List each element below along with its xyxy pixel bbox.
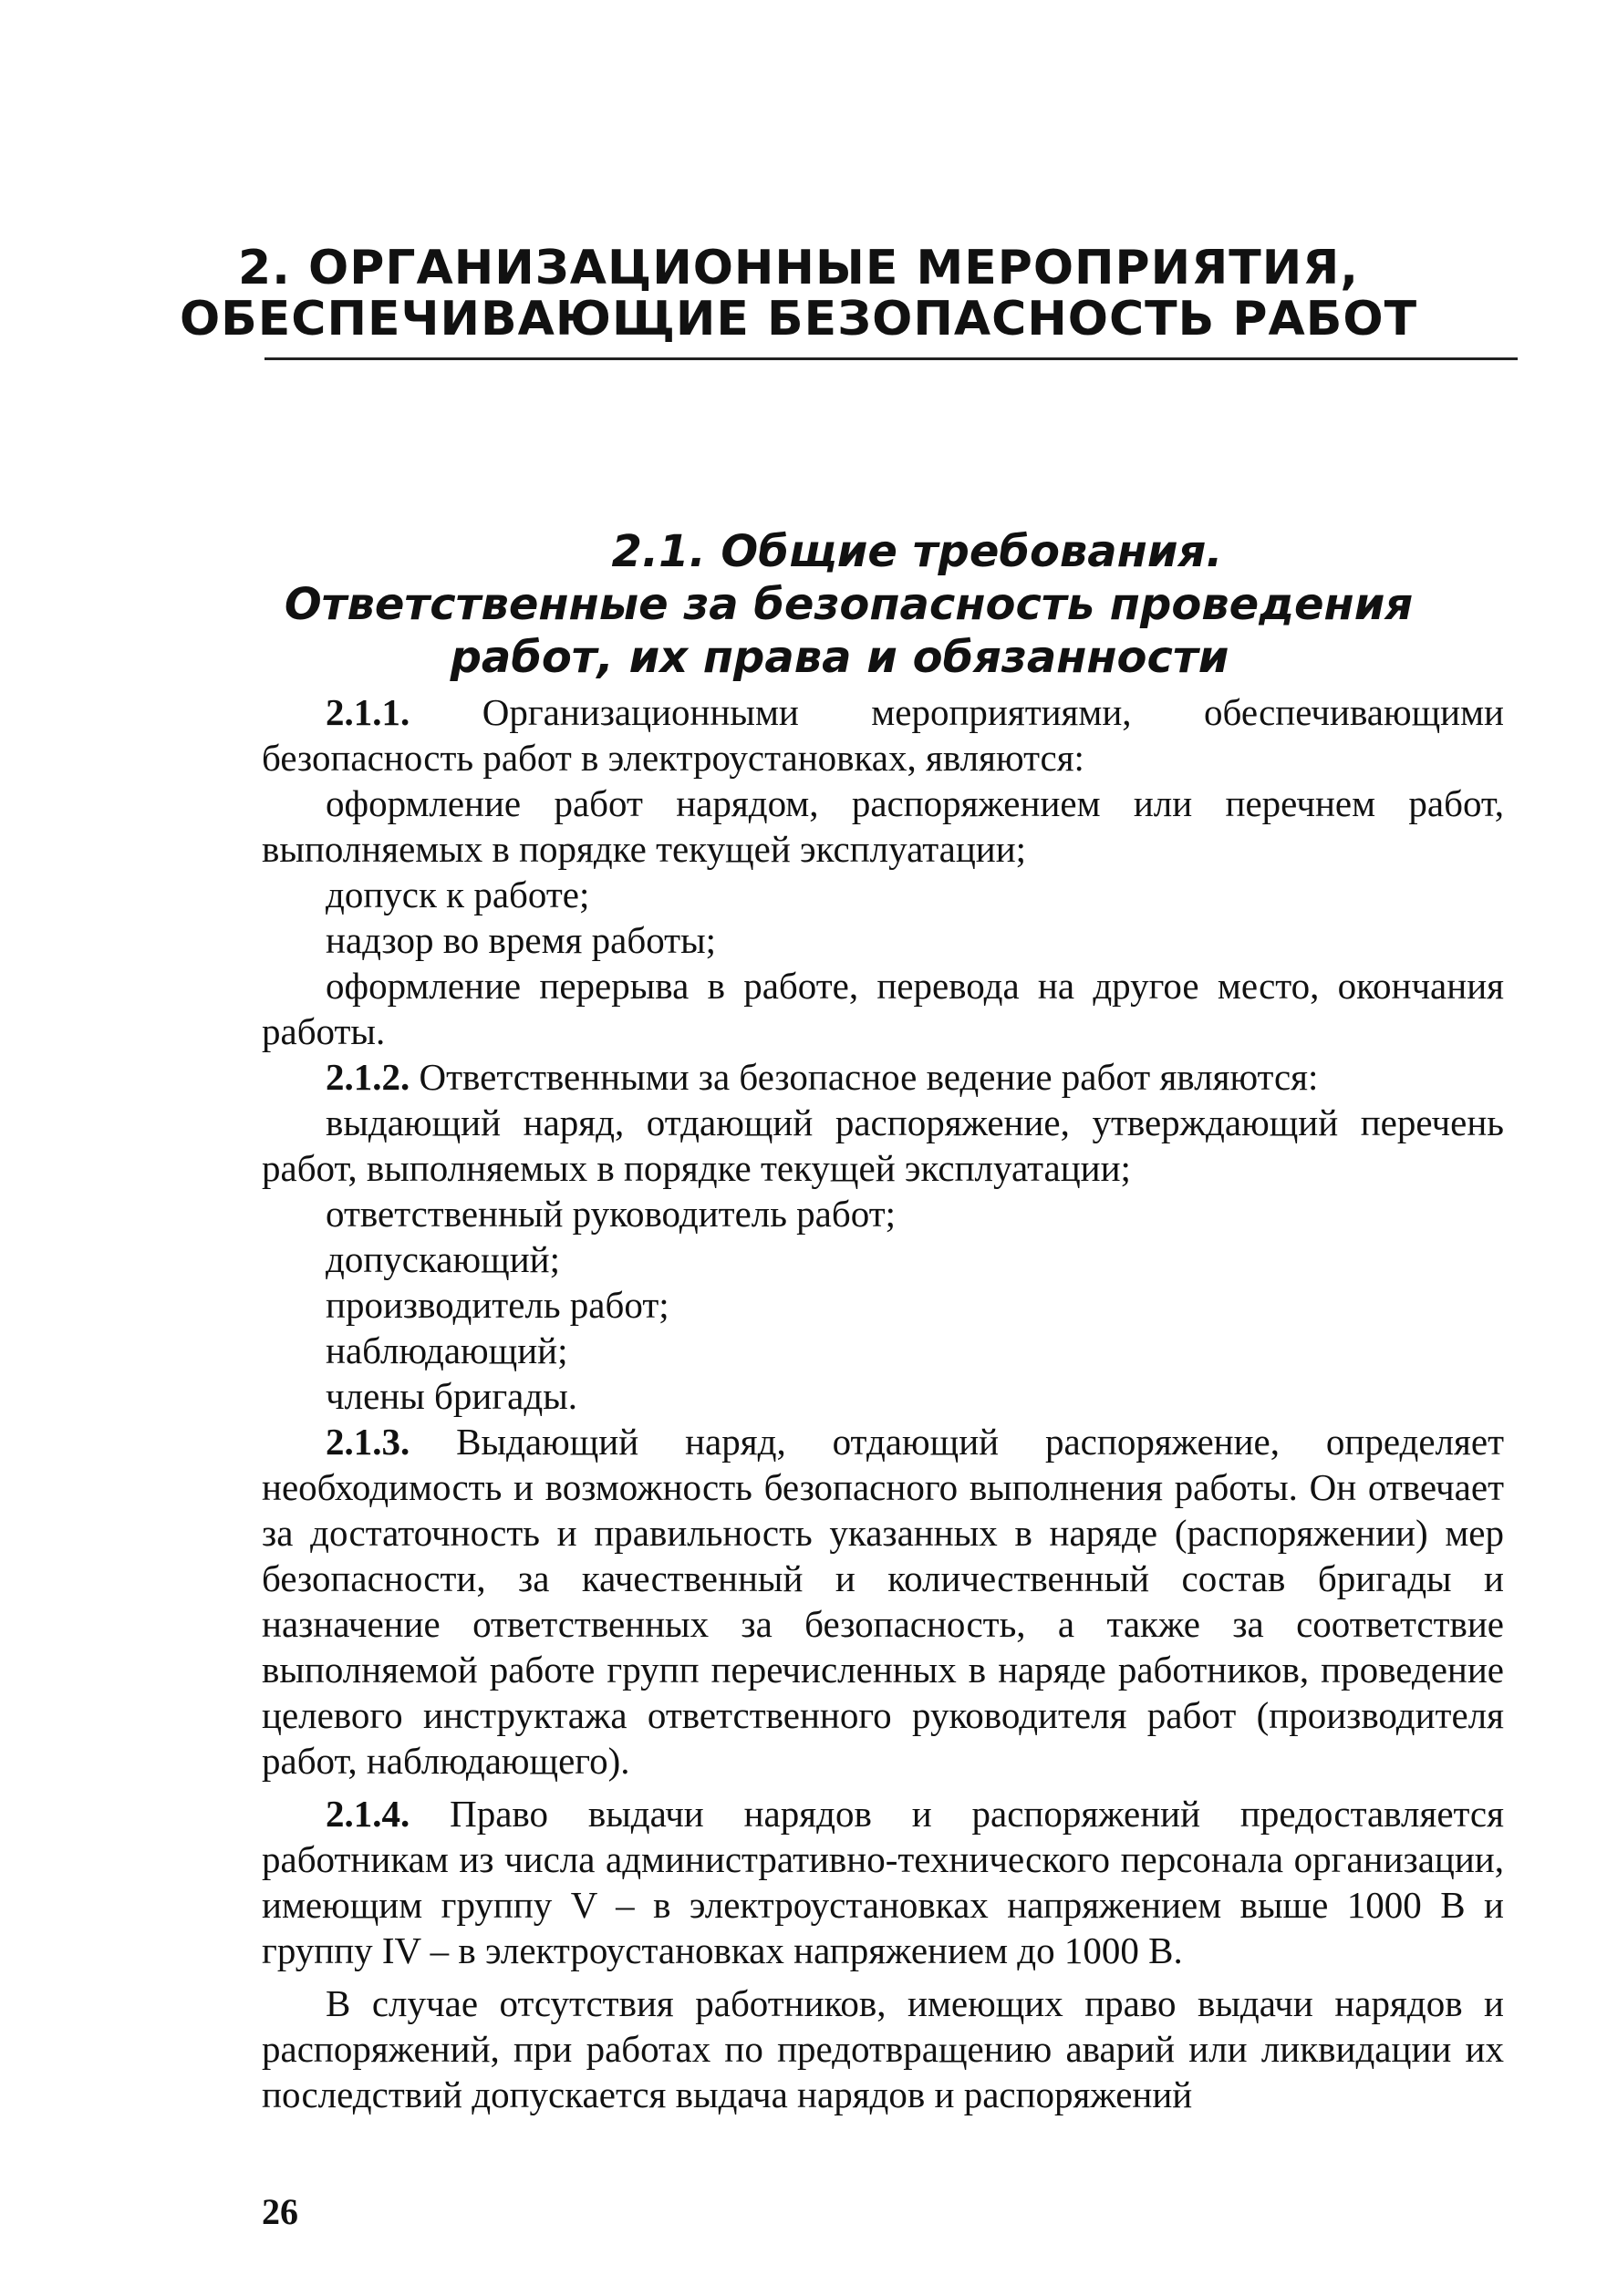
paragraph-text: Право выдачи нарядов и распоряжений предоставляется работникам из числа административно-технического персонала организации, имеющим группу V – в электроустановках напряжением выше 1000 В и группу IV – в электроустановках напряжением до 1000 В. <box>262 1793 1504 1971</box>
section-heading-line-2: Ответственные за безопасность проведения <box>284 579 1414 630</box>
paragraph-2-1-1 <box>262 689 1504 781</box>
paragraph-2-1-4-continued: В случае отсутствия работников, имеющих право выдачи нарядов и распоряжений, при работах по предотвращению аварий или ликвидации их последствий допускается выдача нарядов и распоряжений <box>262 1982 1504 2115</box>
clause-number: 2.1.3. <box>326 1421 410 1463</box>
paragraph-text: Организационными мероприятиями, обеспечивающими безопасность работ в электроустановках, являются: <box>262 691 1504 779</box>
list-item: надзор во время работы; <box>326 919 717 961</box>
paragraph-text: Ответственными за безопасное ведение работ являются: <box>410 1056 1319 1098</box>
list-item: оформление работ нарядом, распоряжением или перечнем работ, выполняемых в порядке текущей эксплуатации; <box>262 782 1504 870</box>
paragraph-text: Выдающий наряд, отдающий распоряжение, определяет необходимость и возможность безопасного выполнения работы. Он отвечает за достаточность и правильность указанных в наряде (распоряжении) мер безопасности, за качественный и количественный состав бригады и назначение ответственных за безопасность, а также за соответствие выполняемой работе групп перечисленных в наряде работников, проведение целевого инструктажа ответственного руководителя работ (производителя работ, наблюдающего). <box>262 1421 1504 1782</box>
list-item: оформление перерыва в работе, перевода на другое место, окончания работы. <box>262 965 1504 1052</box>
section-heading-line-1: 2.1. Общие требования. <box>611 526 1223 577</box>
list-item: выдающий наряд, отдающий распоряжение, утверждающий перечень работ, выполняемых в порядке текущей эксплуатации; <box>262 1101 1504 1189</box>
list-item: производитель работ; <box>326 1284 669 1326</box>
clause-number: 2.1.2. <box>326 1056 410 1098</box>
chapter-title-line-2: ОБЕСПЕЧИВАЮЩИЕ БЕЗОПАСНОСТЬ РАБОТ <box>179 292 1418 346</box>
page-number: 26 <box>262 2191 298 2232</box>
chapter-title-line-1: 2. ОРГАНИЗАЦИОННЫЕ МЕРОПРИЯТИЯ, <box>237 241 1360 295</box>
clause-number: 2.1.4. <box>326 1793 410 1835</box>
list-item: допуск к работе; <box>326 874 590 915</box>
paragraph-2-1-2 <box>262 1054 1504 1100</box>
title-divider <box>264 357 1518 360</box>
list-item: ответственный руководитель работ; <box>326 1193 897 1235</box>
body-text <box>262 689 1504 2117</box>
paragraph-2-1-3 <box>262 1419 1504 1784</box>
list-item: допускающий; <box>326 1238 560 1280</box>
list-item: члены бригады. <box>326 1375 577 1417</box>
paragraph-2-1-4 <box>262 1791 1504 1973</box>
list-item: наблюдающий; <box>326 1329 568 1371</box>
section-heading-line-3: работ, их права и обязанности <box>450 632 1229 683</box>
clause-number: 2.1.1. <box>326 691 410 733</box>
